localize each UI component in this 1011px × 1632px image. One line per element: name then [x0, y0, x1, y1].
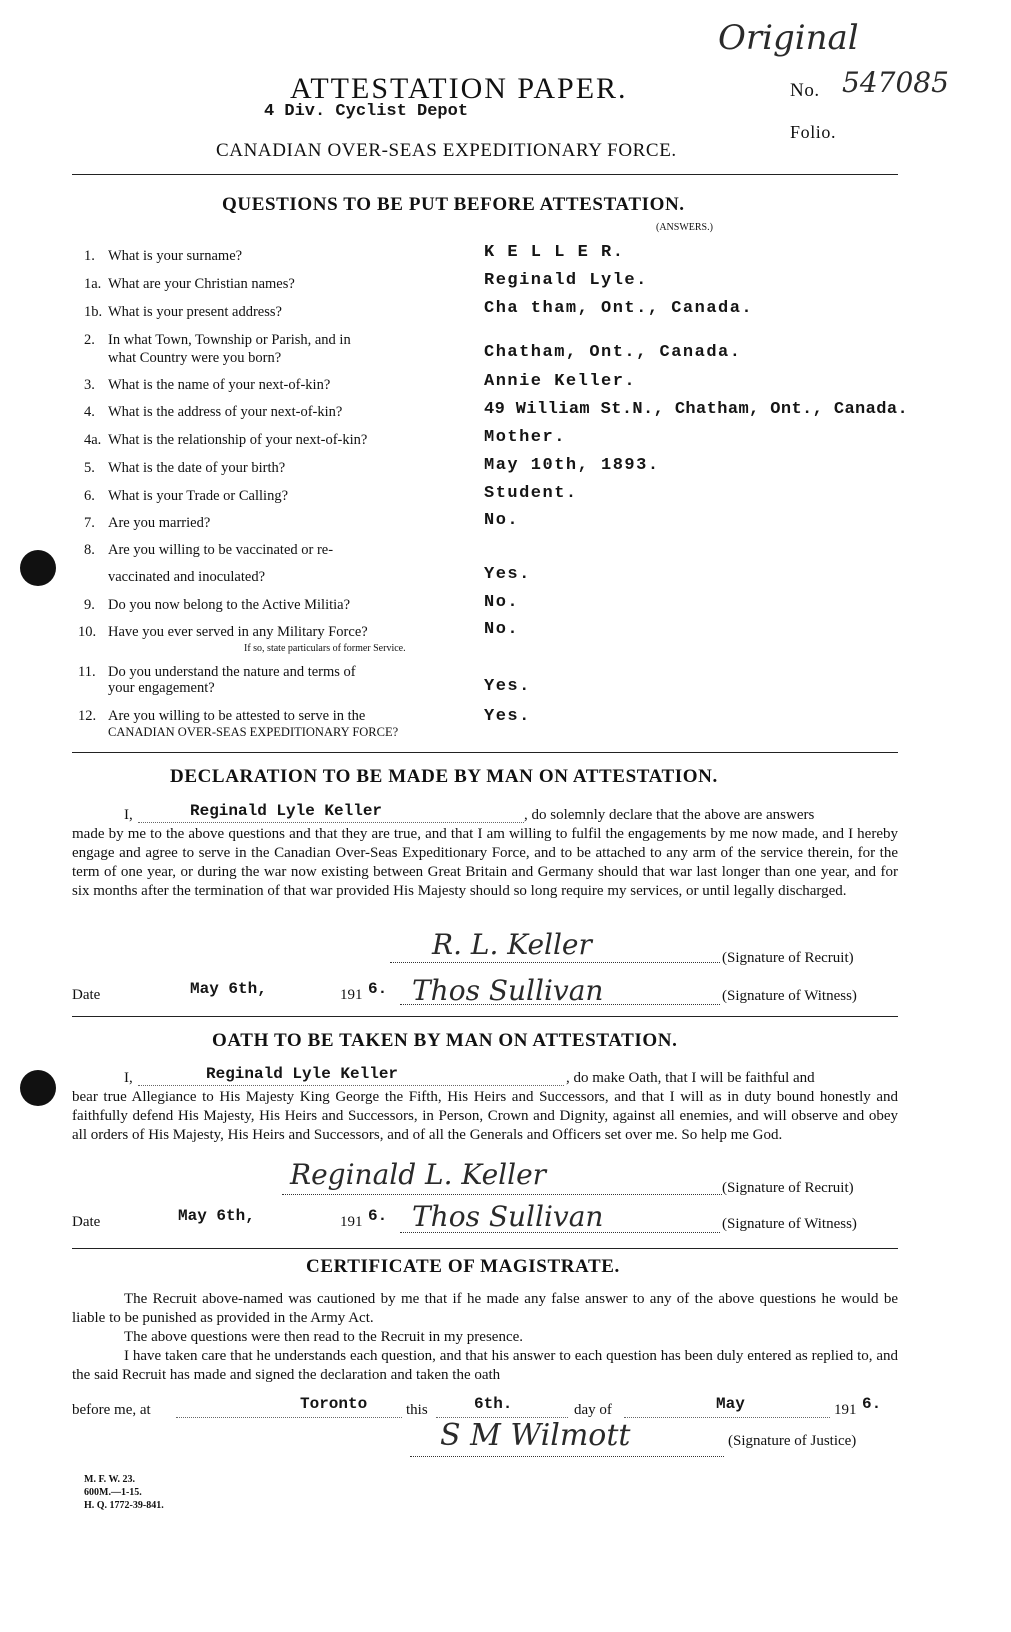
answer-birthplace: Chatham, Ont., Canada.: [484, 343, 742, 362]
question-text: Are you willing to be attested to serve in the: [108, 708, 366, 724]
question-number: 9.: [84, 597, 95, 613]
certificate-title: CERTIFICATE OF MAGISTRATE.: [306, 1256, 620, 1277]
question-text: Are you willing to be vaccinated or re-: [108, 542, 334, 558]
question-text: What is your surname?: [108, 248, 243, 264]
declaration-name-line: [138, 822, 524, 823]
question-text: What is your Trade or Calling?: [108, 488, 289, 504]
oath-recruit-label: (Signature of Recruit): [722, 1180, 854, 1196]
force-title: CANADIAN OVER-SEAS EXPEDITIONARY FORCE.: [216, 140, 677, 161]
certificate-para2: The above questions were then read to the Recruit in my presence.: [124, 1329, 524, 1345]
footer-print-run: 600M.—1-15.: [84, 1487, 142, 1498]
question-number: 5.: [84, 460, 95, 476]
oath-name: Reginald Lyle Keller: [206, 1065, 399, 1083]
question-text: What is your present address?: [108, 304, 282, 320]
answer-relationship: Mother.: [484, 428, 566, 447]
folio-label: Folio.: [790, 122, 837, 142]
answer-surname: K E L L E R.: [484, 243, 625, 262]
declaration-witness-signature: Thos Sullivan: [412, 974, 604, 1007]
question-text-line2: CANADIAN OVER-SEAS EXPEDITIONARY FORCE?: [108, 725, 399, 739]
day-of-label: day of: [574, 1402, 612, 1418]
certificate-month: May: [716, 1395, 745, 1413]
answer-present-address: Cha tham, Ont., Canada.: [484, 299, 754, 318]
no-value: 547085: [842, 66, 949, 99]
original-mark: Original: [718, 18, 859, 58]
answer-willing-to-serve: Yes.: [484, 707, 531, 726]
declaration-prefix: I,: [124, 807, 133, 823]
declaration-title: DECLARATION TO BE MADE BY MAN ON ATTESTATION.: [170, 766, 718, 787]
declaration-year-suffix: 6.: [368, 980, 388, 998]
oath-divider: [72, 1248, 898, 1249]
oath-witness-label: (Signature of Witness): [722, 1216, 857, 1232]
declaration-recruit-signature: R. L. Keller: [432, 928, 592, 961]
signature-line: [390, 962, 720, 963]
oath-line1: , do make Oath, that I will be faithful and: [566, 1070, 815, 1086]
question-text-line2: your engagement?: [108, 680, 215, 696]
questions-title: QUESTIONS TO BE PUT BEFORE ATTESTATION.: [222, 194, 685, 215]
header-divider: [72, 174, 898, 175]
certificate-day: 6th.: [474, 1395, 513, 1413]
answer-military-service: No.: [484, 620, 520, 639]
question-number: 10.: [78, 624, 97, 640]
question-text: Have you ever served in any Military Force?: [108, 624, 368, 640]
certificate-year-prefix: 191: [834, 1402, 857, 1418]
oath-title: OATH TO BE TAKEN BY MAN ON ATTESTATION.: [212, 1030, 678, 1051]
certificate-para3: I have taken care that he understands each question, and that his answer to each question has been duly entered as replied to, and the said Recruit has made and signed the declaration and taken the oath: [72, 1348, 898, 1383]
declaration-year-prefix: 191: [340, 987, 363, 1003]
question-text: What is the relationship of your next-of-kin?: [108, 432, 368, 448]
question-text: Do you understand the nature and terms of: [108, 664, 356, 680]
no-label: No.: [790, 80, 820, 101]
before-me-label: before me, at: [72, 1402, 151, 1418]
footer-hq-ref: H. Q. 1772-39-841.: [84, 1500, 164, 1511]
this-label: this: [406, 1402, 428, 1418]
punch-hole-bottom: [20, 1070, 56, 1106]
declaration-divider: [72, 1016, 898, 1017]
answer-next-of-kin-address: 49 William St.N., Chatham, Ont., Canada.: [484, 400, 909, 419]
oath-year-suffix: 6.: [368, 1207, 388, 1225]
question-text-line2: vaccinated and inoculated?: [108, 569, 266, 585]
question-text: Are you married?: [108, 515, 211, 531]
answer-birth-date: May 10th, 1893.: [484, 456, 660, 475]
question-number: 11.: [78, 664, 96, 680]
justice-signature: S M Wilmott: [440, 1418, 631, 1453]
question-number: 4a.: [84, 432, 102, 448]
answer-trade: Student.: [484, 484, 578, 503]
oath-date-label: Date: [72, 1214, 101, 1230]
question-number: 8.: [84, 542, 95, 558]
question-number: 1a.: [84, 276, 102, 292]
question-number: 1b.: [84, 304, 103, 320]
oath-year-prefix: 191: [340, 1214, 363, 1230]
signature-line: [400, 1232, 720, 1233]
punch-hole-top: [20, 550, 56, 586]
questions-divider: [72, 752, 898, 753]
declaration-name: Reginald Lyle Keller: [190, 802, 383, 820]
question-number: 1.: [84, 248, 95, 264]
unit-stamp: 4 Div. Cyclist Depot: [264, 102, 469, 121]
declaration-line1: , do solemnly declare that the above are answers: [524, 807, 815, 823]
oath-witness-signature: Thos Sullivan: [412, 1200, 604, 1233]
answer-vaccinated: Yes.: [484, 565, 531, 584]
question-number: 2.: [84, 332, 95, 348]
declaration-date: May 6th,: [190, 980, 267, 998]
certificate-year-suffix: 6.: [862, 1395, 882, 1413]
answer-understand-terms: Yes.: [484, 677, 531, 696]
question-number: 6.: [84, 488, 95, 504]
justice-label: (Signature of Justice): [728, 1433, 857, 1449]
declaration-witness-label: (Signature of Witness): [722, 988, 857, 1004]
answer-married: No.: [484, 511, 520, 530]
question-text: What is the date of your birth?: [108, 460, 286, 476]
question-text: In what Town, Township or Parish, and in: [108, 332, 351, 348]
answer-militia: No.: [484, 593, 520, 612]
oath-recruit-signature: Reginald L. Keller: [290, 1158, 547, 1191]
question-text: Do you now belong to the Active Militia?: [108, 597, 351, 613]
oath-body: bear true Allegiance to His Majesty King George the Fifth, His Heirs and Successors, and that I will as in duty bound honestly and faithfully defend His Majesty, His Heirs and Successors, in Person, Crown and Dignity, against all enemies, and will observe and obey all orders of His Majesty, His Heirs and Successors, and of all the Generals and Officers set over me. So help me God.: [72, 1089, 898, 1143]
certificate-place: Toronto: [300, 1395, 368, 1413]
oath-prefix: I,: [124, 1070, 133, 1086]
answers-label: (ANSWERS.): [656, 222, 713, 233]
question-number: 12.: [78, 708, 97, 724]
question-number: 4.: [84, 404, 95, 420]
question-text-line2: what Country were you born?: [108, 350, 282, 366]
question-text: What is the address of your next-of-kin?: [108, 404, 343, 420]
declaration-recruit-label: (Signature of Recruit): [722, 950, 854, 966]
declaration-date-label: Date: [72, 987, 101, 1003]
question-text: What is the name of your next-of-kin?: [108, 377, 331, 393]
question-text: What are your Christian names?: [108, 276, 295, 292]
footer-form-number: M. F. W. 23.: [84, 1474, 136, 1485]
certificate-para1: The Recruit above-named was cautioned by me that if he made any false answer to any of the above questions he would be liable to be punished as provided in the Army Act.: [72, 1291, 898, 1326]
page-title: ATTESTATION PAPER.: [290, 72, 628, 105]
answer-next-of-kin: Annie Keller.: [484, 372, 637, 391]
oath-name-line: [138, 1085, 564, 1086]
question-note: If so, state particulars of former Service.: [244, 643, 406, 654]
month-line: [624, 1417, 830, 1418]
signature-line: [410, 1456, 724, 1457]
place-line: [176, 1417, 402, 1418]
signature-line: [400, 1004, 720, 1005]
question-number: 7.: [84, 515, 95, 531]
answer-christian-names: Reginald Lyle.: [484, 271, 648, 290]
signature-line: [282, 1194, 722, 1195]
oath-date: May 6th,: [178, 1207, 255, 1225]
question-number: 3.: [84, 377, 95, 393]
declaration-body: made by me to the above questions and that they are true, and that I am willing to fulfil the engagements by me now made, and I hereby engage and agree to serve in the Canadian Over-Seas Expeditionary Force, and to be attached to any arm of the service therein, for the term of one year, or during the war now existing between Great Britain and Germany should that war last longer than one year, and for six months after the termination of that war provided His Majesty should so long require my services, or until legally discharged.: [72, 826, 898, 899]
